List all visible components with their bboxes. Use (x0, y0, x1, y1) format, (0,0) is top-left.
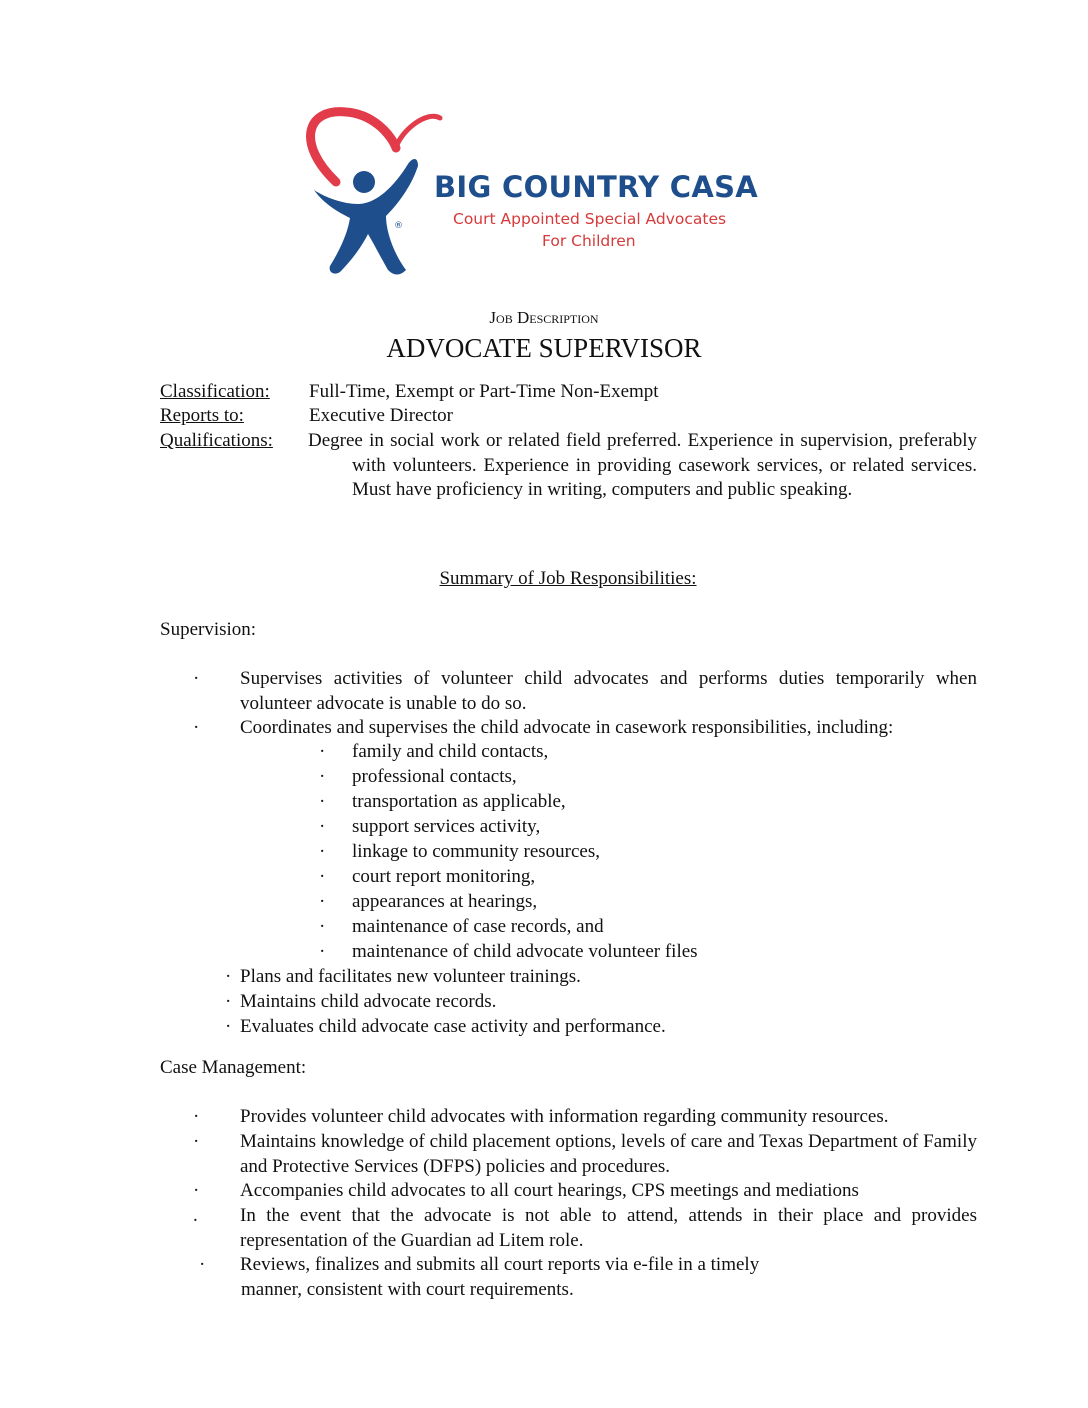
logo-title: BIG COUNTRY CASA (434, 170, 759, 204)
sub-list-item: transportation as applicable, (352, 791, 566, 812)
bullet: . (193, 1205, 198, 1226)
bullet: · (193, 717, 200, 738)
list-item: Accompanies child advocates to all court hearings, CPS meetings and mediations (240, 1180, 859, 1201)
bullet: · (319, 916, 326, 937)
sub-list-item: maintenance of case records, and (352, 916, 604, 937)
classification-label: Classification: (160, 381, 270, 402)
list-item: Maintains knowledge of child placement options, levels of care and Texas Department of Family and Protective Services (DFPS) policies and procedures. (240, 1131, 977, 1177)
sub-list-item: family and child contacts, (352, 741, 549, 762)
list-item-continuation: manner, consistent with court requirements. (241, 1279, 574, 1300)
list-item: Reviews, finalizes and submits all court reports via e-file in a timely (240, 1254, 760, 1275)
list-item: Provides volunteer child advocates with information regarding community resources. (240, 1106, 889, 1127)
list-item: Plans and facilitates new volunteer trainings. (240, 966, 581, 987)
reports-to-label: Reports to: (160, 405, 244, 426)
bullet: · (319, 791, 326, 812)
bullet: · (319, 891, 326, 912)
bullet: · (193, 1131, 200, 1152)
list-item: Evaluates child advocate case activity and performance. (240, 1016, 666, 1037)
bullet: · (319, 816, 326, 837)
sub-list-item: appearances at hearings, (352, 891, 538, 912)
sub-list-item: linkage to community resources, (352, 841, 600, 862)
case-management-heading: Case Management: (160, 1057, 307, 1078)
bullet: · (193, 668, 200, 689)
bullet: · (319, 866, 326, 887)
list-item: Maintains child advocate records. (240, 991, 497, 1012)
bullet: · (319, 941, 326, 962)
sub-list-item: court report monitoring, (352, 866, 536, 887)
sub-list-item: maintenance of child advocate volunteer files (352, 941, 698, 962)
bullet: · (225, 1016, 232, 1037)
registered-mark: ® (394, 221, 403, 231)
logo-subtitle-2: For Children (542, 232, 636, 250)
qualifications-text: Degree in social work or related field preferred. Experience in supervision, preferably with volunteers. Experience in providing casework services, or related services. Must have proficiency in writing, computers and public speaking. (308, 430, 977, 500)
bullet: · (319, 766, 326, 787)
summary-heading: Summary of Job Responsibilities: (439, 568, 697, 589)
supervision-heading: Supervision: (160, 619, 257, 640)
sub-list-item: support services activity, (352, 816, 541, 837)
classification-value: Full-Time, Exempt or Part-Time Non-Exempt (309, 381, 659, 402)
bullet: · (319, 841, 326, 862)
casa-logo (296, 104, 759, 284)
bullet: · (225, 991, 232, 1012)
page-title: ADVOCATE SUPERVISOR (386, 333, 702, 363)
list-item: Supervises activities of volunteer child advocates and performs duties temporarily when volunteer advocate is unable to do so. (240, 668, 977, 714)
bullet: · (193, 1106, 200, 1127)
sub-list-item: professional contacts, (352, 766, 517, 787)
bullet: · (199, 1254, 206, 1275)
list-item: In the event that the advocate is not able to attend, attends in their place and provides representation of the Guardian ad Litem role. (240, 1205, 977, 1251)
document-type: Job Description (489, 308, 599, 327)
bullet: · (225, 966, 232, 987)
list-item: Coordinates and supervises the child advocate in casework responsibilities, including: (240, 717, 894, 738)
logo-subtitle: Court Appointed Special Advocates (453, 210, 727, 228)
bullet: · (193, 1180, 200, 1201)
bullet: · (319, 741, 326, 762)
qualifications-label: Qualifications: (160, 430, 273, 451)
reports-to-value: Executive Director (309, 405, 454, 426)
